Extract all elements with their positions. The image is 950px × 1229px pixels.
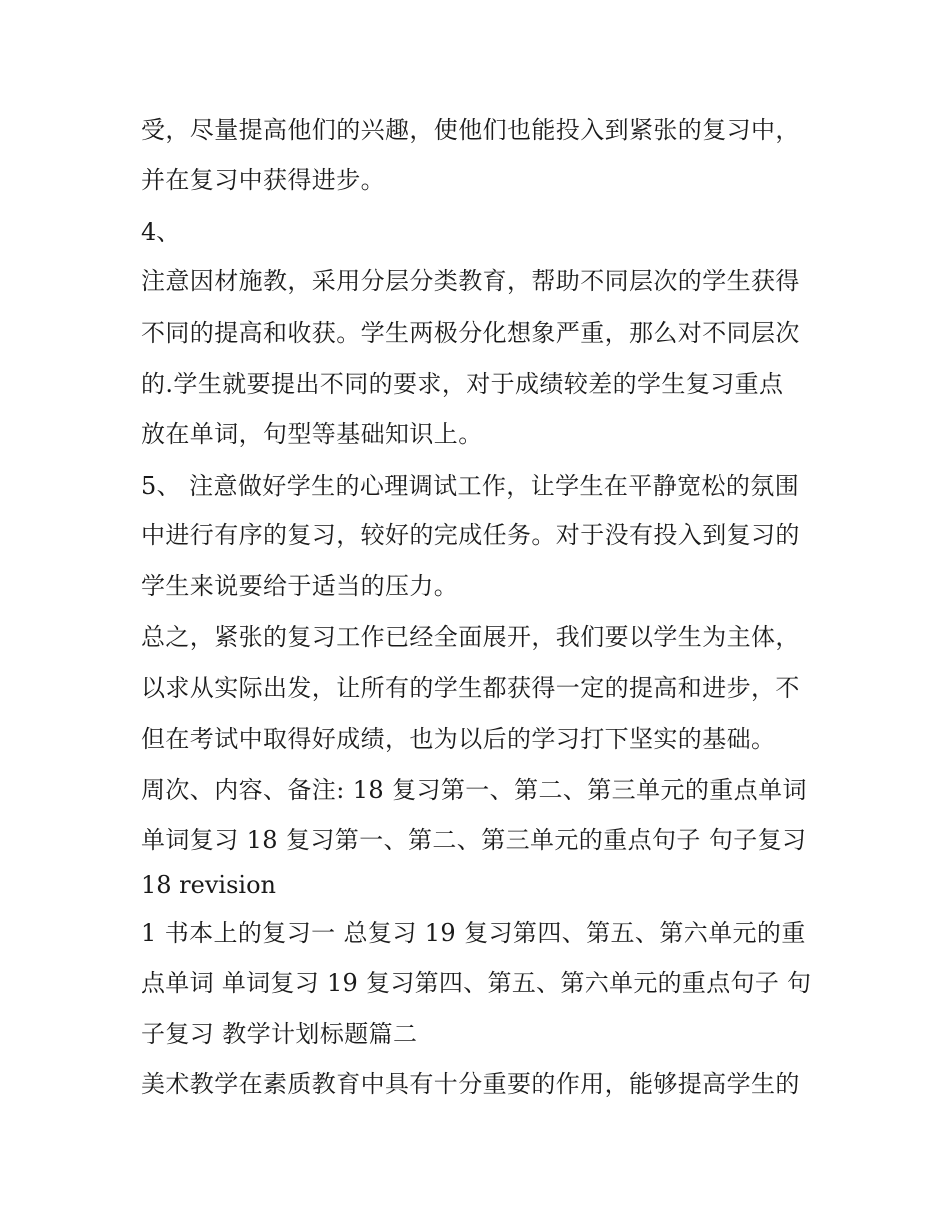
text-line: 子复习 教学计划标题篇二 — [141, 1020, 418, 1048]
text-line: 注意因材施教，采用分层分类教育，帮助不同层次的学生获得 — [141, 267, 800, 295]
text-line: 1 书本上的复习一 总复习 19 复习第四、第五、第六单元的重 — [141, 919, 806, 947]
text-line: 学生来说要给于适当的压力。 — [141, 572, 459, 600]
text-line: 点单词 单词复习 19 复习第四、第五、第六单元的重点句子 句 — [141, 969, 812, 997]
text-line: 单词复习 18 复习第一、第二、第三单元的重点句子 句子复习 — [141, 826, 807, 854]
text-line: 放在单词，句型等基础知识上。 — [141, 420, 483, 448]
text-line: 周次、内容、备注: 18 复习第一、第二、第三单元的重点单词 — [141, 776, 807, 804]
text-line: 以求从实际出发，让所有的学生都获得一定的提高和进步，不 — [141, 674, 800, 702]
text-line: 的.学生就要提出不同的要求，对于成绩较差的学生复习重点 — [141, 370, 784, 398]
text-line: 总之，紧张的复习工作已经全面展开，我们要以学生为主体， — [141, 623, 800, 651]
text-line: 4、 — [141, 218, 181, 246]
text-line: 中进行有序的复习，较好的完成任务。对于没有投入到复习的 — [141, 521, 800, 549]
text-line: 5、 注意做好学生的心理调试工作，让学生在平静宽松的氛围 — [141, 472, 800, 500]
text-line: 18 revision — [141, 871, 276, 899]
text-line: 并在复习中获得进步。 — [141, 166, 385, 194]
text-line: 但在考试中取得好成绩，也为以后的学习打下坚实的基础。 — [141, 725, 776, 753]
text-line: 美术教学在素质教育中具有十分重要的作用，能够提高学生的 — [141, 1070, 800, 1098]
text-line: 不同的提高和收获。学生两极分化想象严重，那么对不同层次 — [141, 319, 800, 347]
text-line: 受，尽量提高他们的兴趣，使他们也能投入到紧张的复习中， — [141, 116, 800, 144]
